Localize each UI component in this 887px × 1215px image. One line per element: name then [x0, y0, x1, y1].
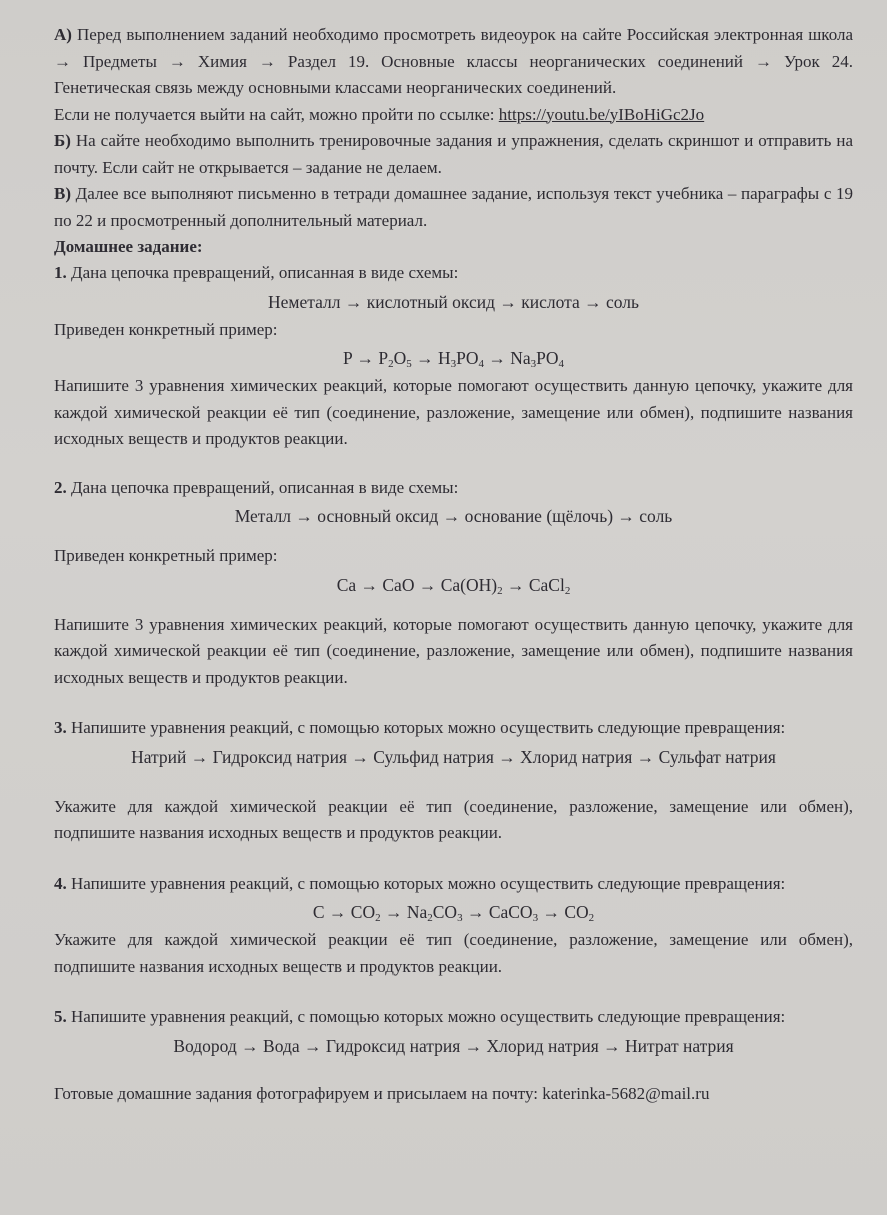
task2-chain: Ca → CaO → $Ca(OH)_2$ → CaCl$_2$ — [336, 574, 571, 597]
intro-a-label: А) — [54, 25, 72, 44]
task2-text: Дана цепочка превращений, описанная в виде схемы: — [71, 477, 459, 497]
task2-example-label: Приведен конкретный пример: — [54, 546, 278, 565]
footer-note: Готовые домашние задания фотографируем и присылаем на почту: katerinka-5682@mail.ru — [54, 1083, 710, 1103]
task1-number: 1. — [54, 263, 67, 282]
intro-link-line — [54, 102, 853, 129]
task4-statement — [54, 871, 853, 898]
intro-v-label: В) — [54, 184, 71, 203]
task1-statement — [54, 260, 853, 287]
task2-number: 2. — [54, 477, 67, 497]
task4-instruction: Укажите для каждой химической реакции её тип (соединение, разложение, замещение или обмен), подпишите названия исходных веществ и продуктов реакции. — [54, 930, 853, 976]
task5-number: 5. — [54, 1007, 67, 1026]
task1-example-label: Приведен конкретный пример: — [54, 319, 278, 339]
task4-number: 4. — [54, 873, 67, 893]
task5-statement — [54, 1004, 853, 1031]
task5-text: Напишите уравнения реакций, с помощью которых можно осуществить следующие превращения: — [71, 1007, 786, 1026]
task1-scheme: Неметалл → кислотный оксид → кислота → соль — [267, 291, 639, 312]
task3-statement — [54, 715, 853, 742]
homework-title: Домашнее задание: — [54, 237, 203, 256]
task2-statement — [54, 475, 853, 502]
task3-text: Напишите уравнения реакций, с помощью которых можно осуществить следующие превращения: — [71, 718, 786, 737]
intro-b-label: Б) — [54, 131, 71, 150]
task1-instruction: Напишите 3 уравнения химических реакций, которые помогают осуществить данную цепочку, укажите для каждой химической реакции её тип (соединение, разложение, замещение или обмен), подпишите названия исходных веществ и продуктов реакции. — [54, 376, 853, 448]
task2-scheme: Металл → основный оксид → основание (щёлочь) → соль — [234, 506, 673, 526]
link-prefix: Если не получается выйти на сайт, можно пройти по ссылке: — [54, 104, 495, 124]
task1-text: Дана цепочка превращений, описанная в виде схемы: — [71, 263, 459, 282]
intro-v — [54, 181, 853, 234]
video-link[interactable]: https://youtu.be/yIBoHiGc2Jo — [498, 104, 705, 124]
intro-b-text: На сайте необходимо выполнить тренировочные задания и упражнения, сделать скриншот и отправить на почту. Если сайт не открывается – задание не делаем. — [54, 131, 853, 177]
task3-instruction: Укажите для каждой химической реакции её тип (соединение, разложение, замещение или обмен), подпишите названия исходных веществ и продуктов реакции. — [54, 796, 853, 842]
task2-instruction: Напишите 3 уравнения химических реакций, которые помогают осуществить данную цепочку, укажите для каждой химической реакции её тип (соединение, разложение, замещение или обмен), подпишите названия исходных веществ и продуктов реакции. — [54, 614, 853, 687]
intro-b — [54, 128, 853, 181]
task1-chain: $P \to P_2O_5 \to H_3PO_4 \to Na_3PO_4$ — [342, 348, 564, 370]
task4-chain: $C \to CO_2 \to Na_2CO_3$ → CaCO$_3$ → $CO_2$ — [312, 902, 595, 924]
task4-text: Напишите уравнения реакций, с помощью которых можно осуществить следующие превращения: — [71, 873, 786, 893]
intro-v-text: Далее все выполняют письменно в тетради домашнее задание, используя текст учебника – параграфы с 19 по 22 и просмотренный дополнительный материал. — [54, 184, 854, 230]
intro-a — [54, 22, 853, 102]
intro-a-text: Перед выполнением заданий необходимо просмотреть видеоурок на сайте Российская электронная школа → Предметы → Химия → Раздел 19. Основные классы неорганических соединений → Урок 24. Генетическая связь между основными классами неорганических соединений. — [54, 25, 854, 97]
task5-scheme: Водород → Вода → Гидроксид натрия → Хлорид натрия → Нитрат натрия — [173, 1035, 734, 1056]
task3-scheme: Натрий → Гидроксид натрия → Сульфид натрия → Хлорид натрия → Сульфат натрия — [131, 746, 776, 767]
task3-number: 3. — [54, 718, 67, 737]
